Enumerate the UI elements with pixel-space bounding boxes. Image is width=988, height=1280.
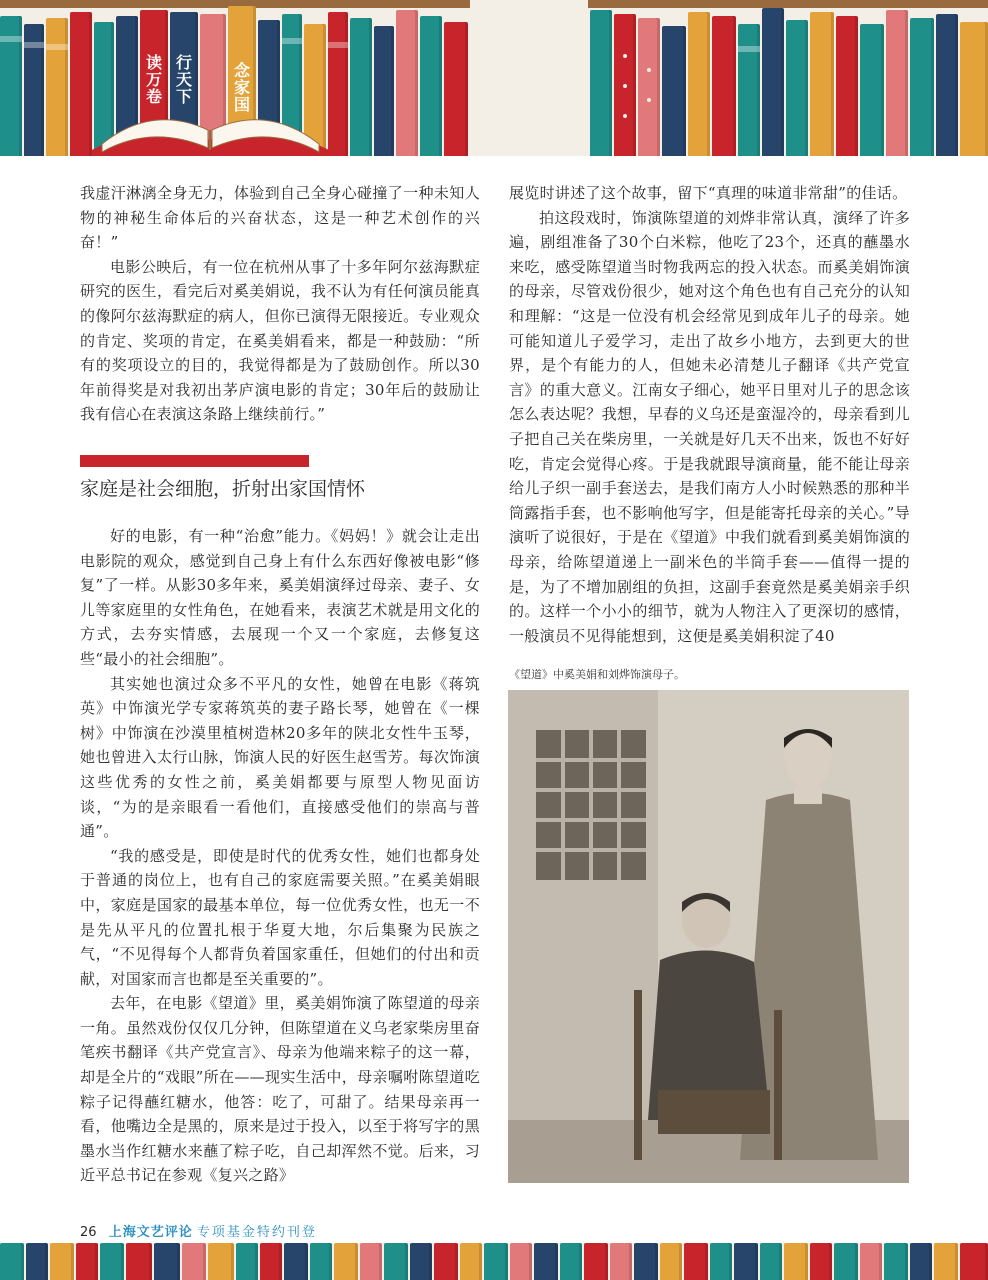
- paragraph: 展览时讲述了这个故事，留下“真理的味道非常甜”的佳话。: [509, 184, 908, 202]
- magazine-title: 上海文艺评论: [108, 1225, 193, 1240]
- section-marker-bar: [80, 455, 309, 467]
- section-heading: 家庭是社会细胞，折射出家国情怀: [80, 478, 366, 500]
- book-spine: [886, 10, 908, 156]
- book-spine: [660, 1243, 682, 1280]
- book-spine: [410, 1243, 432, 1280]
- book-spine: [350, 18, 372, 156]
- book-spine: [560, 1243, 582, 1280]
- book-spine: [208, 1243, 234, 1280]
- banner-tag-1: 读万卷: [145, 53, 162, 106]
- book-spine: [860, 1243, 882, 1280]
- book-spine: [0, 16, 22, 156]
- book-spine: [260, 1243, 282, 1280]
- book-spine: [638, 18, 660, 156]
- book-spine: [444, 22, 468, 156]
- book-spine: [510, 1243, 532, 1280]
- paragraph: 其实她也演过众多不平凡的女性，她曾在电影《蒋筑英》中饰演光学专家蒋筑英的妻子路长琴，她曾在《一棵树》中饰演在沙漠里植树造林20多年的陕北女性牛玉琴，她也曾进入太行山脉，饰演人民的好医生赵雪芳。每次饰演这些优秀的女性之前，奚美娟都要与原型人物见面访谈，“为的是亲眼看一看他们，直接感受他们的崇高与普通”。: [80, 674, 480, 841]
- book-spine: [836, 16, 858, 156]
- left-column-bottom: [80, 524, 480, 1188]
- paragraph: 拍这段戏时，饰演陈望道的刘烨非常认真，演绎了许多遍，剧组准备了30个白米粽，他吃了23个，还真的蘸墨水来吃，感受陈望道当时物我两忘的投入状态。而奚美娟饰演的母亲，尽管戏份很少，她对这个角色也有自己充分的认知和理解：“这是一位没有机会经常见到成年儿子的母亲。她可能知道儿子爱学习，走出了故乡小地方，去到更大的世界，是个有能力的人，但她未必清楚儿子翻译《共产党宣言》的重大意义。江南女子细心，她平日里对儿子的思念该怎么表达呢？我想，早春的义乌还是蛮湿冷的，母亲看到儿子把自己关在柴房里，一关就是好几天不出来，饭也不好好吃，肯定会觉得心疼。于是我就跟导演商量，能不能让母亲给儿子织一副手套送去，是我们南方人小时候熟悉的那种半筒露指手套，也不影响他写字，但是能寄托母亲的关心。”导演听了说很好，于是在《望道》中我们就看到奚美娟饰演的母亲，给陈望道递上一副米色的半筒手套——值得一提的是，为了不增加剧组的负担，这副手套竟然是奚美娟亲手织的。这样一个小小的细节，就为人物注入了更深切的感情，一般演员不见得能想到，这便是奚美娟积淀了40: [509, 208, 910, 645]
- paragraph: 好的电影，有一种“治愈”能力。《妈妈！》就会让走出电影院的观众，感觉到自己身上有什么东西好像被电影“修复”了一样。从影30多年来，奚美娟演绎过母亲、妻子、女儿等家庭里的女性角色，在她看来，表演艺术就是用文化的方式，去夯实情感，去展现一个又一个家庭，去修复这些“最小的社会细胞”。: [80, 527, 480, 668]
- book-spine: [310, 1243, 332, 1280]
- open-book-icon: [88, 100, 333, 156]
- book-spine: [960, 22, 988, 156]
- book-spine: [634, 1243, 658, 1280]
- book-spine: [126, 1243, 152, 1280]
- book-spine: [484, 1243, 508, 1280]
- paragraph: 去年，在电影《望道》里，奚美娟饰演了陈望道的母亲一角。虽然戏份仅仅几分钟，但陈望道在义乌老家柴房里奋笔疾书翻译《共产党宣言》、母亲为他端来粽子的这一幕，却是全片的“戏眼”所在——现实生活中，母亲嘱咐陈望道吃粽子记得蘸红糖水，他答：吃了，可甜了。结果母亲再一看，他嘴边全是黑的，原来是过于投入，以至于将写字的黑墨水当作红糖水来蘸了粽子吃，自己却浑然不觉。后来，习近平总书记在参观《复兴之路》: [80, 994, 480, 1185]
- book-spine: [534, 1243, 558, 1280]
- book-spine: [786, 20, 808, 156]
- book-spine: [24, 24, 44, 156]
- book-spine: [684, 1243, 708, 1280]
- paragraph: 我虚汗淋漓全身无力，体验到自己全身心碰撞了一种未知人物的神秘生命体后的兴奋状态，这是一种艺术创作的兴奋！”: [80, 184, 480, 252]
- banner-tag-3: 念家国: [233, 61, 250, 114]
- book-spine: [936, 14, 958, 156]
- book-spine: [154, 1243, 180, 1280]
- bottom-bookshelf-strip: [0, 1243, 988, 1280]
- book-spine: [910, 1243, 932, 1280]
- left-column-top: [80, 181, 480, 427]
- book-spine: [284, 1243, 308, 1280]
- book-spine: [710, 1243, 732, 1280]
- book-spine: [810, 12, 834, 156]
- shelf-top-right: [588, 0, 988, 8]
- book-spine: [834, 1243, 858, 1280]
- book-spine: [614, 14, 636, 156]
- book-spine: [590, 10, 612, 156]
- right-column: [509, 181, 910, 648]
- book-spine: [610, 1243, 632, 1280]
- book-spine: [26, 1243, 48, 1280]
- page-number: 26: [80, 1225, 97, 1240]
- book-spine: [100, 1243, 124, 1280]
- film-still-illustration: [508, 690, 909, 1183]
- book-spine: [810, 1243, 832, 1280]
- book-spine: [76, 1243, 98, 1280]
- book-spine: [434, 1243, 458, 1280]
- book-spine: [960, 1243, 988, 1280]
- book-spine: [50, 1243, 74, 1280]
- book-spine: [334, 1243, 358, 1280]
- page-folio: [80, 1224, 317, 1242]
- book-spine: [784, 1243, 808, 1280]
- book-spine: [0, 1243, 24, 1280]
- book-spine: [584, 1243, 608, 1280]
- book-spine: [738, 24, 760, 156]
- photo-caption: 《望道》中奚美娟和刘烨饰演母子。: [509, 668, 685, 681]
- book-spine: [236, 1243, 258, 1280]
- paragraph: 电影公映后，有一位在杭州从事了十多年阿尔兹海默症研究的医生，看完后对奚美娟说，我不认为有任何演员能真的像阿尔兹海默症的病人，但你已演得无限接近。专业观众的肯定、奖项的肯定，在奚美娟看来，都是一种鼓励：“所有的奖项设立的目的，我觉得都是为了鼓励创作。所以30年前得奖是对我初出茅庐演电影的肯定；30年后的鼓励让我有信心在表演这条路上继续前行。”: [80, 257, 480, 424]
- banner-tag-2: 行天下: [175, 53, 192, 106]
- book-spine: [662, 26, 686, 156]
- book-spine: [360, 1243, 382, 1280]
- book-spine: [420, 16, 442, 156]
- book-spine: [46, 18, 68, 156]
- book-spine: [460, 1243, 482, 1280]
- book-spine: [182, 1243, 206, 1280]
- book-spine: [884, 1243, 908, 1280]
- book-spine: [396, 10, 418, 156]
- book-spine: [712, 16, 736, 156]
- book-spine: [860, 24, 884, 156]
- sponsor-line: 专项基金特约刊登: [196, 1225, 317, 1240]
- film-still-photo: [508, 690, 909, 1183]
- book-spine: [910, 18, 934, 156]
- book-spine: [384, 1243, 408, 1280]
- book-spine: [760, 1243, 782, 1280]
- paragraph: “我的感受是，即使是时代的优秀女性，她们也都身处于普通的岗位上，也有自己的家庭需要关照。”在奚美娟眼中，家庭是国家的最基本单位，每一位优秀女性，也无一不是先从平凡的位置扎根于华夏大地，尔后集聚为民族之气，“不见得每个人都背负着国家重任，但她们的付出和贡献，对国家而言也都是至关重要的”。: [80, 846, 480, 988]
- book-spine: [688, 12, 710, 156]
- book-spine: [762, 8, 784, 156]
- bookshelf-banner: [0, 0, 988, 156]
- book-spine: [734, 1243, 758, 1280]
- book-spine: [374, 26, 394, 156]
- book-spine: [934, 1243, 958, 1280]
